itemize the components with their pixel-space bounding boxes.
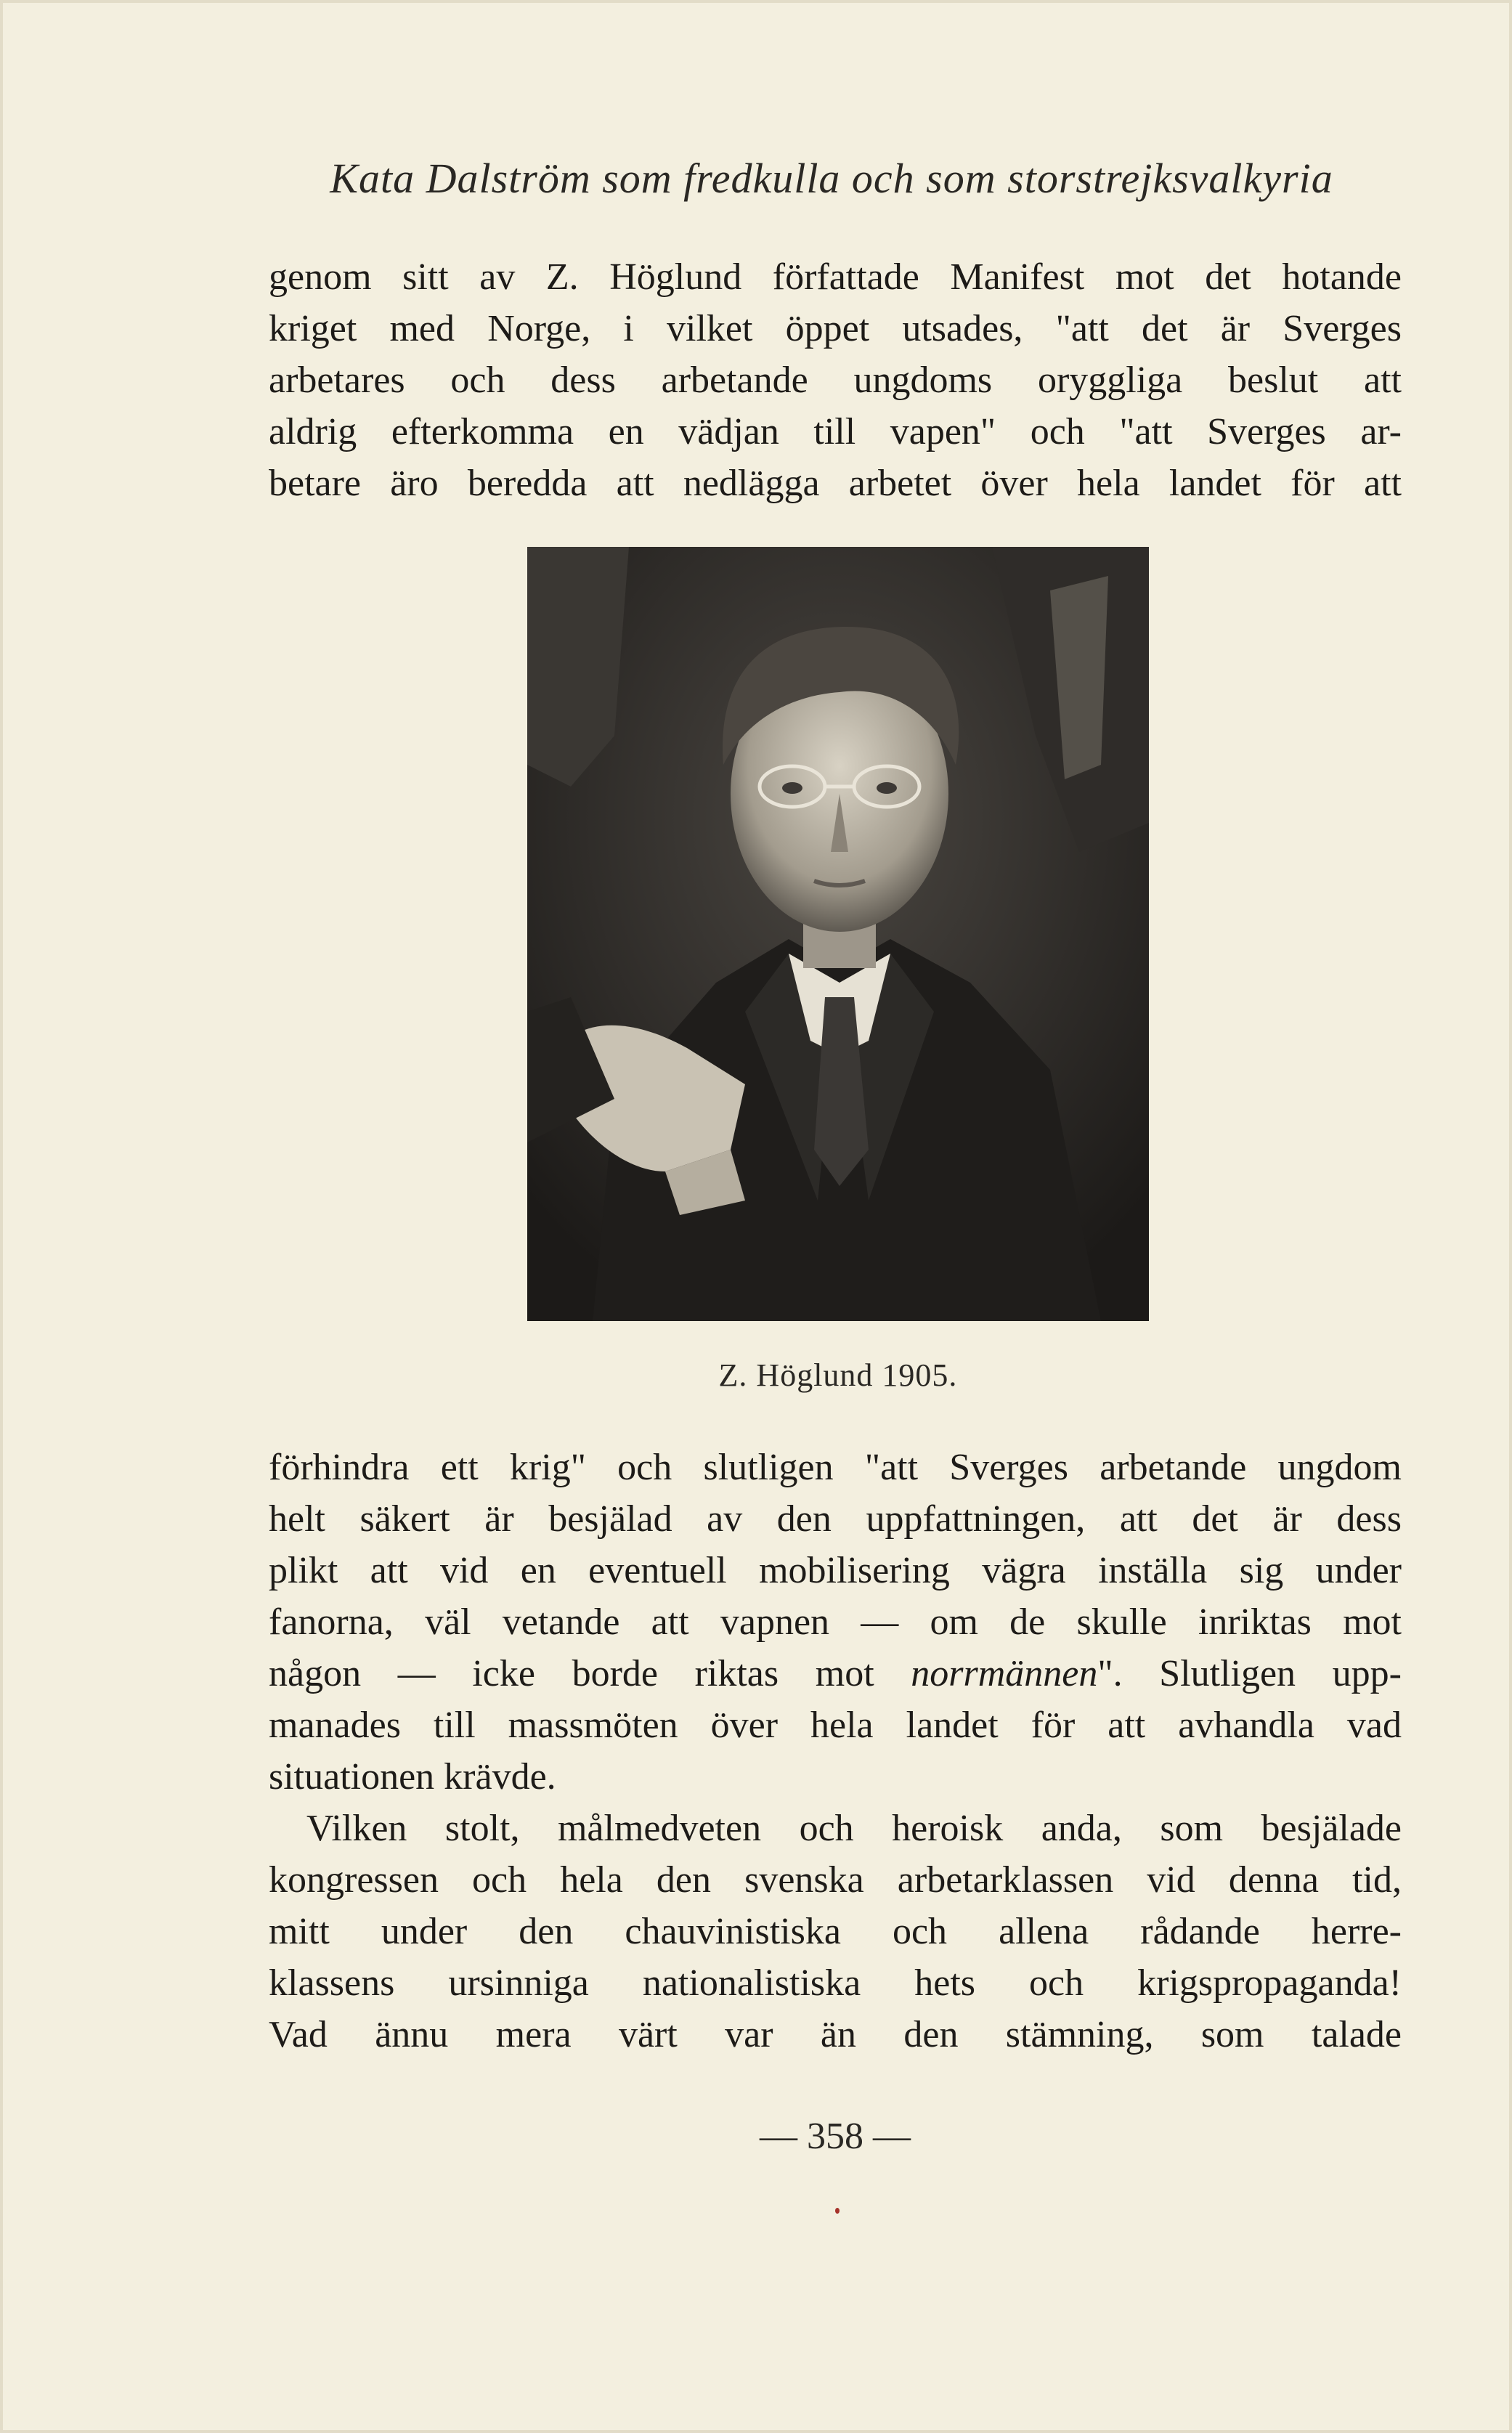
page-number: — 358 — xyxy=(760,2116,911,2157)
paragraph-top xyxy=(269,251,1402,509)
text-line: arbetares och dess arbetande ungdoms oryggliga beslut att xyxy=(269,360,1402,401)
text-line: plikt att vid en eventuell mobilisering vägra inställa sig under xyxy=(269,1550,1402,1591)
text-line: mitt under den chauvinistiska och allena rådande herre- xyxy=(269,1911,1402,1952)
text-fragment: någon — icke borde riktas mot xyxy=(269,1653,911,1694)
portrait-photo xyxy=(527,547,1149,1321)
text-line: helt säkert är besjälad av den uppfattningen, att det är dess xyxy=(269,1498,1402,1540)
text-line: Vilken stolt, målmedveten och heroisk anda, som besjälade xyxy=(306,1808,1402,1849)
text-line: klassens ursinniga nationalistiska hets och krigspropaganda! xyxy=(269,1962,1402,2004)
photo-caption: Z. Höglund 1905. xyxy=(718,1357,958,1393)
text-line: aldrig efterkomma en vädjan till vapen" och "att Sverges ar- xyxy=(269,411,1402,452)
emphasized-word: norrmännen xyxy=(911,1653,1098,1694)
text-line: genom sitt av Z. Höglund författade Manifest mot det hotande xyxy=(269,256,1402,298)
running-head: Kata Dalström som fredkulla och som storstrejksvalkyria xyxy=(330,155,1333,202)
text-line: kriget med Norge, i vilket öppet utsades, "att det är Sverges xyxy=(269,308,1402,349)
text-line: Vad ännu mera värt var än den stämning, som talade xyxy=(269,2014,1402,2055)
text-fragment: ". Slutligen upp- xyxy=(1097,1653,1402,1694)
text-line xyxy=(269,1648,1402,1699)
text-line: kongressen och hela den svenska arbetarklassen vid denna tid, xyxy=(269,1859,1402,1901)
portrait-illustration xyxy=(527,547,1149,1321)
text-line: manades till massmöten över hela landet för att avhandla vad xyxy=(269,1705,1402,1746)
text-line: situationen krävde. xyxy=(269,1756,556,1798)
text-line: fanorna, väl vetande att vapnen — om de skulle inriktas mot xyxy=(269,1601,1402,1643)
ink-speck xyxy=(835,2208,840,2214)
paragraph-middle xyxy=(269,1442,1402,2060)
text-line: betare äro beredda att nedlägga arbetet över hela landet för att xyxy=(269,463,1402,504)
text-line: förhindra ett krig" och slutligen "att Sverges arbetande ungdom xyxy=(269,1447,1402,1488)
